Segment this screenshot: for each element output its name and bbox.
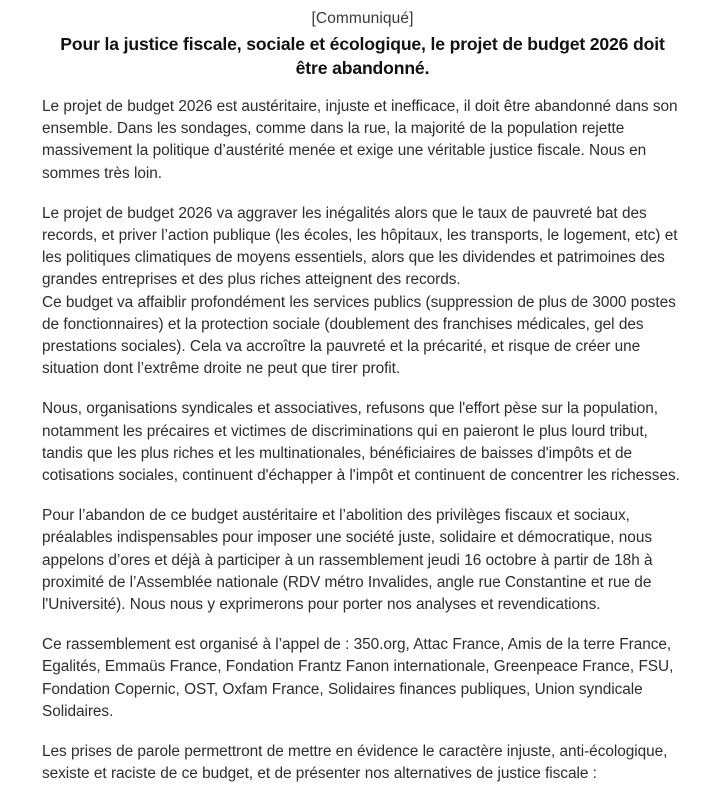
document-kicker: [Communiqué] xyxy=(311,10,414,27)
document-header xyxy=(42,8,683,80)
paragraph-inegalites xyxy=(42,203,683,381)
document-body xyxy=(42,96,683,785)
page-title: Pour la justice fiscale, sociale et écologique, le projet de budget 2026 doit être abandonné. xyxy=(60,34,665,78)
paragraph-organisations xyxy=(42,398,683,487)
paragraph-signataires xyxy=(42,634,683,723)
paragraph-rassemblement xyxy=(42,505,683,616)
paragraph-text: Le projet de budget 2026 va aggraver les inégalités alors que le taux de pauvreté bat des records, et priver l’action publique (les écoles, les hôpitaux, les transports, le logement, etc) et les politiques climatiques de moyens essentiels, alors que les dividendes et patrimoines des grandes entreprises et des plus riches atteignent des records. xyxy=(42,204,678,289)
paragraph-text: Pour l’abandon de ce budget austéritaire et l’abolition des privilèges fiscaux et sociaux, préalables indispensables pour imposer une société juste, solidaire et démocratique, nous appelons d’ores et déjà à participer à un rassemblement jeudi 16 octobre à partir de 18h à proximité de l’Assemblée nationale (RDV métro Invalides, angle rue Constantine et rue de l'Université). Nous nous y exprimerons pour porter nos analyses et revendications. xyxy=(42,507,653,614)
paragraph-austeritaire xyxy=(42,96,683,185)
paragraph-text: Les prises de parole permettront de mettre en évidence le caractère injuste, anti-écologique, sexiste et raciste de ce budget, et de présenter nos alternatives de justice fiscale : xyxy=(42,743,668,783)
paragraph-prises-de-parole xyxy=(42,741,683,785)
paragraph-text: Nous, organisations syndicales et associatives, refusons que l'effort pèse sur la population, notamment les précaires et victimes de discriminations qui en paieront le plus lourd tribut, tandis que les plus riches et les multinationales, bénéficiaires de baisses d'impôts et de cotisations sociales, continuent d'échapper à l'impôt et continuent de concentrer les richesses. xyxy=(42,400,680,485)
paragraph-text: Ce rassemblement est organisé à l’appel de : 350.org, Attac France, Amis de la terre France, Egalités, Emmaüs France, Fondation Frantz Fanon internationale, Greenpeace France, FSU, Fondation Copernic, OST, Oxfam France, Solidaires finances publiques, Union syndicale Solidaires. xyxy=(42,636,674,720)
paragraph-text: Le projet de budget 2026 est austéritaire, injuste et inefficace, il doit être abandonné dans son ensemble. Dans les sondages, comme dans la rue, la majorité de la population rejette massivement la politique d’austérité menée et exige une véritable justice fiscale. Nous en sommes très loin. xyxy=(42,98,678,182)
paragraph-text: Ce budget va affaiblir profondément les services publics (suppression de plus de 3000 postes de fonctionnaires) et la protection sociale (doublement des franchises médicales, gel des prestations sociales). Cela va accroître la pauvreté et la précarité, et risque de créer une situation dont l’extrême droite ne peut que tirer profit. xyxy=(42,293,676,378)
